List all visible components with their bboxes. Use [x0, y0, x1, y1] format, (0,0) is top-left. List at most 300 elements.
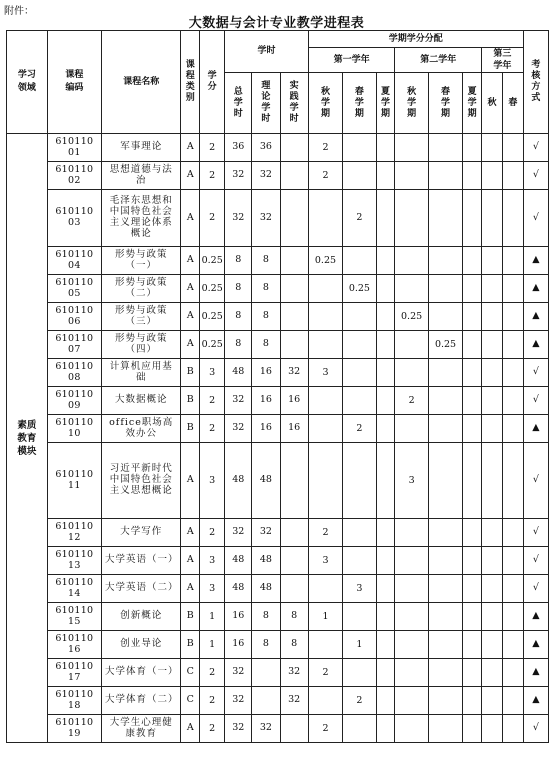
cell-y3s	[502, 247, 523, 275]
cell-y3a	[482, 659, 503, 687]
cell-y1s: 2	[343, 190, 376, 247]
cell-y1a: 2	[308, 519, 342, 547]
cell-y3a	[482, 415, 503, 443]
cell-y1a	[308, 443, 342, 519]
cell-y1x	[376, 303, 395, 331]
cell-y1s	[343, 134, 376, 162]
header-domain-text: 学习领域	[17, 70, 36, 93]
cell-theory	[252, 659, 280, 687]
course-name: 大学体育（一）	[102, 659, 181, 687]
course-code-line: 11	[68, 479, 81, 491]
cell-credit: 2	[200, 162, 225, 190]
cell-credit: 1	[200, 603, 225, 631]
table-row	[7, 519, 549, 547]
cell-y1s	[343, 303, 376, 331]
course-code-line: 04	[68, 259, 81, 271]
header-y2-spring-text: 春学期	[441, 86, 451, 119]
course-name: 形势与政策（四）	[102, 331, 181, 359]
cell-y2x	[463, 631, 482, 659]
header-category	[181, 31, 200, 134]
cell-y2a	[395, 415, 428, 443]
cell-type: B	[181, 603, 200, 631]
table-row	[7, 387, 549, 415]
cell-practice	[280, 162, 308, 190]
cell-y1a	[308, 303, 342, 331]
course-code-line: 05	[68, 287, 81, 299]
cell-theory	[252, 687, 280, 715]
cell-total: 32	[225, 190, 252, 247]
cell-y2a	[395, 162, 428, 190]
exam-mark: ▲	[523, 659, 548, 687]
cell-y1x	[376, 575, 395, 603]
course-name: 大学生心理健康教育	[102, 715, 181, 743]
cell-y2x	[463, 659, 482, 687]
exam-mark: √	[523, 162, 548, 190]
course-code	[47, 659, 101, 687]
domain-label: 素质教育模块	[17, 419, 37, 457]
course-code	[47, 162, 101, 190]
cell-total: 8	[225, 331, 252, 359]
cell-type: A	[181, 162, 200, 190]
cell-y1x	[376, 443, 395, 519]
cell-theory: 32	[252, 519, 280, 547]
cell-y1a	[308, 575, 342, 603]
header-y2-summer-text: 夏学期	[467, 86, 477, 119]
cell-type: C	[181, 659, 200, 687]
cell-theory: 16	[252, 387, 280, 415]
course-name: 思想道德与法治	[102, 162, 181, 190]
cell-y3s	[502, 659, 523, 687]
cell-y2s	[428, 631, 462, 659]
cell-y2x	[463, 687, 482, 715]
cell-credit: 2	[200, 134, 225, 162]
header-year3-text: 第三学年	[493, 49, 512, 71]
cell-y1a: 3	[308, 547, 342, 575]
cell-y3a	[482, 547, 503, 575]
cell-total: 32	[225, 415, 252, 443]
cell-y2x	[463, 134, 482, 162]
cell-theory: 36	[252, 134, 280, 162]
course-code	[47, 190, 101, 247]
cell-y1s	[343, 443, 376, 519]
cell-practice	[280, 519, 308, 547]
cell-credit: 1	[200, 631, 225, 659]
cell-theory: 8	[252, 275, 280, 303]
course-code-line: 610110	[55, 632, 94, 644]
cell-credit: 0.25	[200, 331, 225, 359]
cell-theory: 32	[252, 715, 280, 743]
header-term-alloc: 学期学分分配	[308, 31, 523, 48]
course-code-line: 12	[68, 531, 81, 543]
cell-y2a	[395, 275, 428, 303]
table-row	[7, 659, 549, 687]
exam-mark: ▲	[523, 303, 548, 331]
cell-total: 48	[225, 359, 252, 387]
course-name: 军事理论	[102, 134, 181, 162]
header-year1: 第一学年	[308, 48, 395, 73]
cell-y3s	[502, 162, 523, 190]
cell-y1x	[376, 190, 395, 247]
cell-practice: 8	[280, 603, 308, 631]
course-code	[47, 519, 101, 547]
course-code-line: 610110	[55, 206, 94, 218]
table-row	[7, 631, 549, 659]
schedule-body	[7, 134, 549, 743]
exam-mark: √	[523, 575, 548, 603]
header-y3-spring-text: 春	[508, 97, 518, 108]
header-hours-theory	[252, 73, 280, 134]
course-name: 计算机应用基础	[102, 359, 181, 387]
course-name: 大数据概论	[102, 387, 181, 415]
exam-mark: √	[523, 715, 548, 743]
cell-practice	[280, 443, 308, 519]
cell-y1s	[343, 359, 376, 387]
course-code-line: 07	[68, 343, 81, 355]
cell-total: 8	[225, 247, 252, 275]
cell-type: A	[181, 331, 200, 359]
cell-y3s	[502, 715, 523, 743]
cell-y2a	[395, 603, 428, 631]
table-row	[7, 303, 549, 331]
exam-mark: √	[523, 134, 548, 162]
cell-y1a: 3	[308, 359, 342, 387]
cell-y2s	[428, 134, 462, 162]
cell-y2x	[463, 247, 482, 275]
cell-y1a: 1	[308, 603, 342, 631]
course-name: 形势与政策（二）	[102, 275, 181, 303]
course-code-line: 610110	[55, 248, 94, 260]
cell-theory: 48	[252, 575, 280, 603]
course-code-line: 09	[68, 399, 81, 411]
cell-credit: 0.25	[200, 247, 225, 275]
cell-y3a	[482, 190, 503, 247]
course-code	[47, 603, 101, 631]
header-credit-text: 学分	[207, 71, 217, 92]
cell-type: A	[181, 575, 200, 603]
exam-mark: ▲	[523, 415, 548, 443]
cell-y2x	[463, 415, 482, 443]
cell-y3s	[502, 275, 523, 303]
course-code	[47, 331, 101, 359]
course-code-line: 02	[68, 174, 81, 186]
cell-type: B	[181, 387, 200, 415]
cell-y2x	[463, 715, 482, 743]
cell-y3a	[482, 687, 503, 715]
header-hours-total	[225, 73, 252, 134]
cell-y2x	[463, 387, 482, 415]
cell-y2s	[428, 303, 462, 331]
course-code	[47, 134, 101, 162]
table-row	[7, 162, 549, 190]
cell-y2x	[463, 443, 482, 519]
cell-y1s	[343, 715, 376, 743]
cell-y2s	[428, 415, 462, 443]
course-code-line: 610110	[55, 276, 94, 288]
cell-type: A	[181, 247, 200, 275]
cell-y2s	[428, 715, 462, 743]
table-row	[7, 687, 549, 715]
cell-type: A	[181, 715, 200, 743]
cell-y3s	[502, 331, 523, 359]
cell-y2s	[428, 519, 462, 547]
cell-credit: 3	[200, 443, 225, 519]
course-code-line: 610110	[55, 360, 94, 372]
cell-practice: 8	[280, 631, 308, 659]
cell-y3s	[502, 575, 523, 603]
cell-total: 32	[225, 519, 252, 547]
cell-type: C	[181, 687, 200, 715]
course-code	[47, 715, 101, 743]
cell-y1x	[376, 331, 395, 359]
cell-y1a	[308, 415, 342, 443]
exam-mark: ▲	[523, 331, 548, 359]
cell-y2a	[395, 134, 428, 162]
cell-y1x	[376, 275, 395, 303]
cell-practice: 32	[280, 359, 308, 387]
course-code-line: 15	[68, 615, 81, 627]
cell-y3s	[502, 134, 523, 162]
cell-total: 48	[225, 547, 252, 575]
exam-mark: √	[523, 359, 548, 387]
cell-y3a	[482, 275, 503, 303]
page-title: 大数据与会计专业教学进程表	[188, 16, 365, 31]
course-name: 大学英语（二）	[102, 575, 181, 603]
cell-credit: 2	[200, 415, 225, 443]
cell-credit: 2	[200, 659, 225, 687]
cell-y2x	[463, 519, 482, 547]
header-code-text: 课程编码	[65, 70, 84, 93]
table-row	[7, 715, 549, 743]
cell-theory: 8	[252, 603, 280, 631]
cell-type: A	[181, 303, 200, 331]
cell-credit: 3	[200, 359, 225, 387]
course-code-line: 610110	[55, 576, 94, 588]
cell-theory: 8	[252, 303, 280, 331]
cell-type: B	[181, 359, 200, 387]
cell-y1x	[376, 359, 395, 387]
cell-y1s	[343, 331, 376, 359]
cell-practice: 16	[280, 415, 308, 443]
cell-y1s: 2	[343, 687, 376, 715]
cell-y2a: 3	[395, 443, 428, 519]
course-code-line: 610110	[55, 332, 94, 344]
cell-y1s	[343, 603, 376, 631]
cell-y2a	[395, 575, 428, 603]
cell-y1a	[308, 275, 342, 303]
cell-credit: 2	[200, 715, 225, 743]
cell-y2x	[463, 303, 482, 331]
cell-y1a: 2	[308, 659, 342, 687]
schedule-table	[6, 30, 549, 743]
cell-theory: 48	[252, 443, 280, 519]
course-name: 毛泽东思想和中国特色社会主义理论体系概论	[102, 190, 181, 247]
course-code	[47, 631, 101, 659]
course-code	[47, 415, 101, 443]
exam-mark: ▲	[523, 247, 548, 275]
course-code	[47, 547, 101, 575]
course-name: 大学体育（二）	[102, 687, 181, 715]
header-hours-practice	[280, 73, 308, 134]
table-row	[7, 359, 549, 387]
exam-mark: √	[523, 387, 548, 415]
cell-y1s	[343, 247, 376, 275]
cell-y1x	[376, 715, 395, 743]
cell-y3s	[502, 415, 523, 443]
cell-total: 48	[225, 575, 252, 603]
cell-y2x	[463, 190, 482, 247]
table-row	[7, 134, 549, 162]
cell-type: A	[181, 275, 200, 303]
table-row	[7, 331, 549, 359]
course-name: 习近平新时代中国特色社会主义思想概论	[102, 443, 181, 519]
cell-y1s	[343, 519, 376, 547]
cell-y2a	[395, 190, 428, 247]
cell-practice: 32	[280, 687, 308, 715]
cell-y1x	[376, 519, 395, 547]
course-name: 大学英语（一）	[102, 547, 181, 575]
header-y2-autumn-text: 秋学期	[407, 86, 417, 119]
header-category-text: 课程类别	[185, 60, 195, 103]
header-hours-practice-text: 实践学时	[289, 81, 299, 124]
cell-y1x	[376, 387, 395, 415]
table-row	[7, 247, 549, 275]
cell-practice: 16	[280, 387, 308, 415]
header-year3	[482, 48, 524, 73]
header-y1-summer	[376, 73, 395, 134]
course-name: 创新概论	[102, 603, 181, 631]
course-code-line: 18	[68, 699, 81, 711]
header-y2-spring	[428, 73, 462, 134]
cell-y1s: 3	[343, 575, 376, 603]
cell-y2s	[428, 247, 462, 275]
cell-y3a	[482, 715, 503, 743]
cell-y3a	[482, 603, 503, 631]
cell-y3s	[502, 443, 523, 519]
cell-theory: 8	[252, 331, 280, 359]
header-code	[47, 31, 101, 134]
cell-credit: 2	[200, 519, 225, 547]
cell-credit: 2	[200, 387, 225, 415]
cell-total: 32	[225, 162, 252, 190]
course-code-line: 01	[68, 146, 81, 158]
cell-credit: 0.25	[200, 275, 225, 303]
header-y2-summer	[463, 73, 482, 134]
cell-total: 8	[225, 275, 252, 303]
course-code-line: 610110	[55, 688, 94, 700]
course-code-line: 19	[68, 727, 81, 739]
course-code-line: 14	[68, 587, 81, 599]
header-y1-spring-text: 春学期	[354, 86, 364, 119]
table-row	[7, 415, 549, 443]
cell-y2a	[395, 631, 428, 659]
header-hours-total-text: 总学时	[233, 86, 243, 119]
course-code-line: 610110	[55, 660, 94, 672]
header-y1-autumn	[308, 73, 342, 134]
cell-theory: 8	[252, 247, 280, 275]
cell-y2a: 2	[395, 387, 428, 415]
cell-total: 8	[225, 303, 252, 331]
cell-y2x	[463, 359, 482, 387]
exam-mark: ▲	[523, 275, 548, 303]
cell-y2a	[395, 247, 428, 275]
course-code	[47, 275, 101, 303]
cell-y1s: 2	[343, 415, 376, 443]
course-code-line: 06	[68, 315, 81, 327]
table-row	[7, 603, 549, 631]
course-code-line: 08	[68, 371, 81, 383]
cell-y2s	[428, 575, 462, 603]
course-code-line: 03	[68, 217, 81, 228]
cell-y3s	[502, 519, 523, 547]
cell-practice	[280, 303, 308, 331]
cell-y2a	[395, 359, 428, 387]
cell-y1x	[376, 247, 395, 275]
table-row	[7, 547, 549, 575]
cell-y2s	[428, 547, 462, 575]
cell-theory: 48	[252, 547, 280, 575]
cell-y2s	[428, 275, 462, 303]
table-row	[7, 575, 549, 603]
header-y1-autumn-text: 秋学期	[320, 86, 330, 119]
exam-mark: √	[523, 519, 548, 547]
cell-y1x	[376, 631, 395, 659]
header-hours-theory-text: 理论学时	[261, 81, 271, 124]
cell-type: A	[181, 443, 200, 519]
cell-y2x	[463, 162, 482, 190]
cell-y3s	[502, 631, 523, 659]
cell-type: B	[181, 631, 200, 659]
cell-y1x	[376, 603, 395, 631]
cell-y1s	[343, 162, 376, 190]
cell-y3a	[482, 134, 503, 162]
exam-mark: √	[523, 443, 548, 519]
attachment-label: 附件：	[4, 6, 34, 17]
cell-credit: 2	[200, 190, 225, 247]
table-row	[7, 190, 549, 247]
cell-total: 16	[225, 603, 252, 631]
cell-y3s	[502, 190, 523, 247]
cell-type: A	[181, 134, 200, 162]
cell-y2s	[428, 359, 462, 387]
cell-y2a	[395, 519, 428, 547]
exam-mark: ▲	[523, 687, 548, 715]
course-code	[47, 247, 101, 275]
cell-credit: 3	[200, 575, 225, 603]
cell-y1a: 2	[308, 162, 342, 190]
cell-y1a	[308, 631, 342, 659]
course-code	[47, 387, 101, 415]
cell-y1a: 2	[308, 715, 342, 743]
cell-practice	[280, 715, 308, 743]
cell-y3a	[482, 359, 503, 387]
cell-y1s	[343, 547, 376, 575]
cell-y3s	[502, 547, 523, 575]
cell-y1s	[343, 387, 376, 415]
cell-y1a: 2	[308, 134, 342, 162]
course-code-line: 17	[68, 671, 81, 683]
cell-y1a	[308, 331, 342, 359]
course-name: office职场高效办公	[102, 415, 181, 443]
cell-y1x	[376, 659, 395, 687]
cell-y1x	[376, 162, 395, 190]
cell-y3a	[482, 247, 503, 275]
cell-y1a	[308, 190, 342, 247]
header-exam	[523, 31, 548, 134]
exam-mark: √	[523, 190, 548, 247]
cell-y2x	[463, 331, 482, 359]
cell-practice	[280, 190, 308, 247]
cell-y2x	[463, 603, 482, 631]
